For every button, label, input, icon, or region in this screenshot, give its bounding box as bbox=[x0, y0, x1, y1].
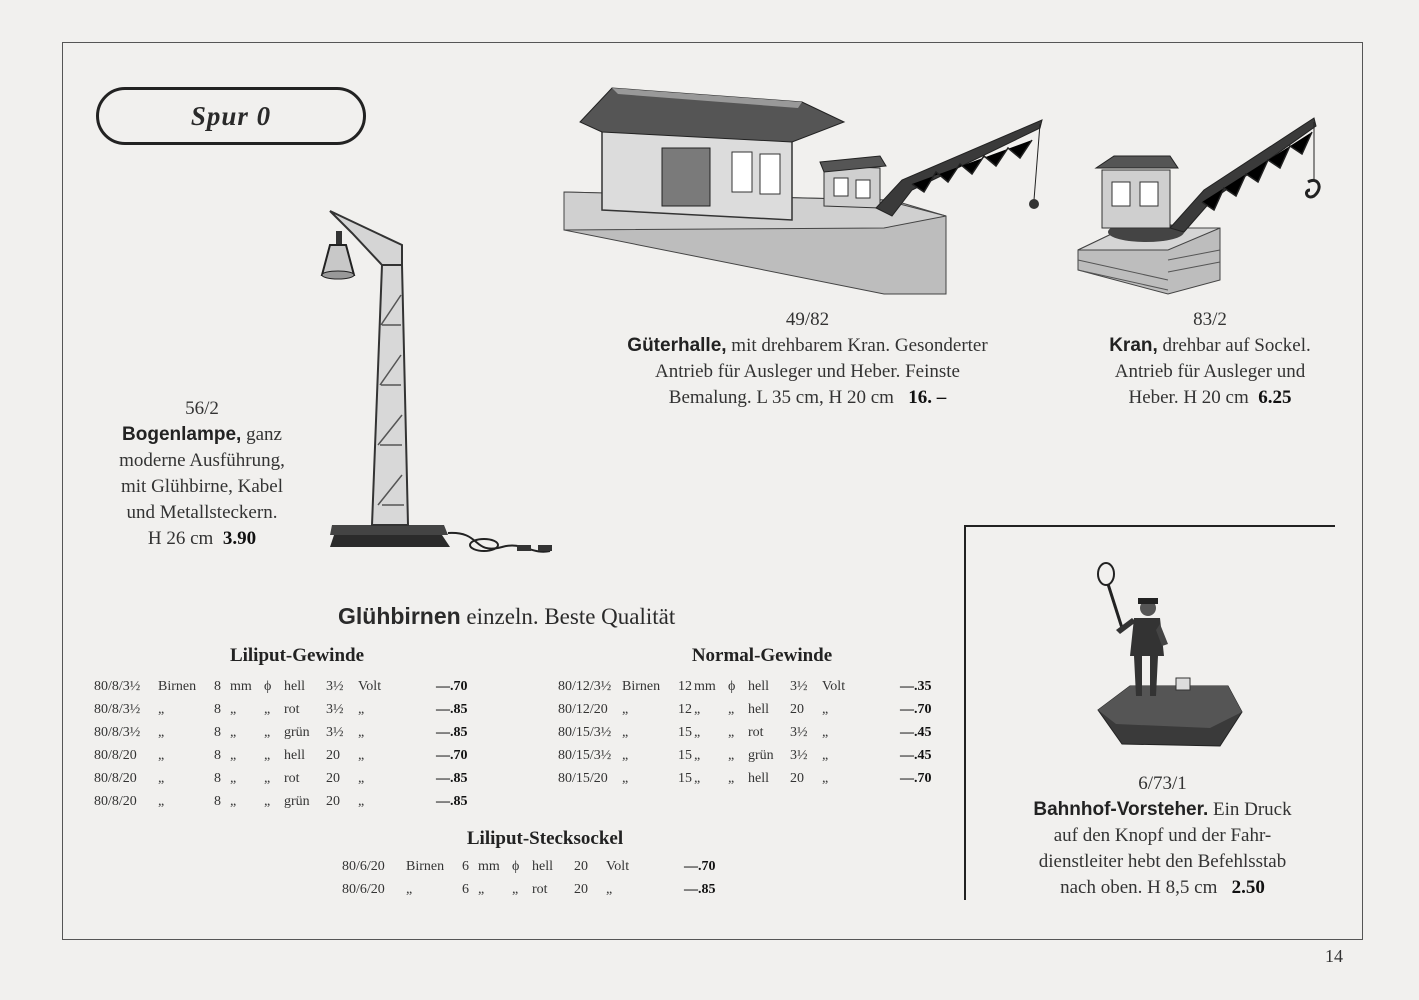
bulb-vunit: „ bbox=[358, 725, 365, 740]
bulb-vunit: „ bbox=[358, 794, 365, 809]
bulb-size: 12 bbox=[678, 702, 692, 717]
bulb-desc: Birnen bbox=[406, 859, 445, 874]
bulb-code: 80/8/20 bbox=[94, 794, 137, 809]
bulb-volt: 3½ bbox=[326, 725, 344, 740]
bulb-unit: „ bbox=[230, 702, 237, 717]
bulb-row bbox=[94, 748, 484, 771]
bulb-color: hell bbox=[284, 748, 305, 763]
bulb-color: hell bbox=[748, 702, 769, 717]
bulb-code: 80/8/3½ bbox=[94, 725, 141, 740]
bulb-volt: 3½ bbox=[790, 748, 808, 763]
bulb-row bbox=[94, 771, 484, 794]
bulb-sym: „ bbox=[264, 748, 271, 763]
bulb-desc: „ bbox=[158, 702, 165, 717]
bulb-price: —.85 bbox=[436, 771, 468, 786]
bulb-size: 8 bbox=[214, 702, 221, 717]
bulb-color: grün bbox=[748, 748, 774, 763]
bulb-volt: 3½ bbox=[790, 679, 808, 694]
bulb-sym: „ bbox=[264, 794, 271, 809]
bulb-vunit: „ bbox=[822, 748, 829, 763]
bulb-row bbox=[94, 679, 484, 702]
bulb-code: 80/15/3½ bbox=[558, 725, 612, 740]
bulb-color: rot bbox=[284, 771, 300, 786]
bulb-sym: ϕ bbox=[264, 679, 272, 694]
bulb-desc: „ bbox=[622, 702, 629, 717]
bulb-sym: „ bbox=[264, 725, 271, 740]
stecksockel-heading: Liliput-Stecksockel bbox=[466, 828, 624, 849]
bulb-sym: „ bbox=[728, 725, 735, 740]
bulb-sym: „ bbox=[512, 882, 519, 897]
bulb-desc: Birnen bbox=[158, 679, 197, 694]
bulb-sym: ϕ bbox=[728, 679, 736, 694]
bulb-size: 8 bbox=[214, 748, 221, 763]
bulb-color: hell bbox=[532, 859, 553, 874]
bulb-vunit: „ bbox=[358, 702, 365, 717]
bulb-volt: 20 bbox=[326, 794, 340, 809]
normal-table bbox=[558, 679, 948, 794]
bulb-unit: mm bbox=[478, 859, 500, 874]
bulbs-heading: Glühbirnen einzeln. Beste Qualität bbox=[338, 603, 676, 629]
bulb-row bbox=[558, 725, 948, 748]
bulb-code: 80/8/20 bbox=[94, 771, 137, 786]
bulb-unit: „ bbox=[694, 702, 701, 717]
gueterhalle-image bbox=[562, 80, 1052, 302]
bulb-row bbox=[558, 748, 948, 771]
bulb-size: 8 bbox=[214, 725, 221, 740]
bulb-code: 80/12/3½ bbox=[558, 679, 612, 694]
liliput-table bbox=[94, 679, 484, 817]
bulb-price: —.70 bbox=[436, 748, 468, 763]
bulb-color: rot bbox=[532, 882, 548, 897]
bulb-vunit: „ bbox=[358, 771, 365, 786]
bulb-volt: 20 bbox=[326, 748, 340, 763]
bulb-unit: „ bbox=[478, 882, 485, 897]
bulb-sym: „ bbox=[728, 748, 735, 763]
bulb-size: 6 bbox=[462, 859, 469, 874]
liliput-heading: Liliput-Gewinde bbox=[229, 645, 365, 666]
bulb-desc: „ bbox=[158, 725, 165, 740]
kran-caption: 83/2 Kran, drehbar auf Sockel. Antrieb für Ausleger und Heber. H 20 cm 6.25 bbox=[1109, 309, 1311, 408]
spur-label-badge: Spur 0 bbox=[96, 87, 366, 145]
bulb-price: —.85 bbox=[436, 725, 468, 740]
bulb-unit: „ bbox=[694, 725, 701, 740]
bulb-price: —.85 bbox=[436, 794, 468, 809]
page-number: 14 bbox=[1325, 946, 1343, 966]
bulb-desc: „ bbox=[622, 771, 629, 786]
bulb-volt: 20 bbox=[326, 771, 340, 786]
bulb-vunit: „ bbox=[822, 725, 829, 740]
bulb-row bbox=[558, 702, 948, 725]
bulb-price: —.70 bbox=[436, 679, 468, 694]
bulb-color: grün bbox=[284, 725, 310, 740]
bulb-color: hell bbox=[748, 679, 769, 694]
bulb-size: 15 bbox=[678, 748, 692, 763]
bogenlampe-image bbox=[312, 205, 562, 565]
bulb-price: —.35 bbox=[900, 679, 932, 694]
vorsteher-caption: 6/73/1 Bahnhof-Vorsteher. Ein Druck auf den Knopf und der Fahr- dienstleiter hebt den Befehlsstab nach oben. H 8,5 cm 2.50 bbox=[1033, 773, 1292, 898]
bulb-code: 80/6/20 bbox=[342, 859, 385, 874]
bulb-sym: ϕ bbox=[512, 859, 520, 874]
bulb-desc: „ bbox=[158, 748, 165, 763]
bulb-vunit: Volt bbox=[358, 679, 382, 694]
bulb-color: rot bbox=[284, 702, 300, 717]
bulb-volt: 20 bbox=[574, 882, 588, 897]
bulb-price: —.85 bbox=[436, 702, 468, 717]
bulb-unit: „ bbox=[694, 771, 701, 786]
bulb-code: 80/6/20 bbox=[342, 882, 385, 897]
bogenlampe-caption: 56/2 Bogenlampe, ganz moderne Ausführung, mit Glühbirne, Kabel und Metallsteckern. H 26 cm 3.90 bbox=[119, 398, 285, 549]
bulb-volt: 3½ bbox=[326, 679, 344, 694]
bulb-price: —.85 bbox=[684, 882, 716, 897]
bulb-price: —.45 bbox=[900, 748, 932, 763]
bulb-code: 80/15/20 bbox=[558, 771, 608, 786]
bulb-vunit: „ bbox=[822, 702, 829, 717]
bulb-row bbox=[342, 882, 716, 905]
bulb-vunit: Volt bbox=[822, 679, 846, 694]
bulb-volt: 20 bbox=[790, 702, 804, 717]
bulb-code: 80/8/3½ bbox=[94, 702, 141, 717]
bulb-volt: 3½ bbox=[790, 725, 808, 740]
stecksockel-table bbox=[342, 859, 716, 905]
bulb-row bbox=[558, 679, 948, 702]
bulb-vunit: „ bbox=[358, 748, 365, 763]
bulb-color: hell bbox=[748, 771, 769, 786]
bulb-desc: „ bbox=[622, 725, 629, 740]
bulb-size: 15 bbox=[678, 725, 692, 740]
bulb-vunit: „ bbox=[606, 882, 613, 897]
bulb-price: —.70 bbox=[900, 771, 932, 786]
bulb-size: 8 bbox=[214, 679, 221, 694]
bulb-unit: mm bbox=[230, 679, 252, 694]
bulb-volt: 3½ bbox=[326, 702, 344, 717]
bulb-row bbox=[94, 702, 484, 725]
bulb-sym: „ bbox=[728, 702, 735, 717]
bulb-vunit: „ bbox=[822, 771, 829, 786]
bulb-desc: „ bbox=[158, 771, 165, 786]
bulb-row bbox=[342, 859, 716, 882]
bulb-unit: mm bbox=[694, 679, 716, 694]
bulb-color: hell bbox=[284, 679, 305, 694]
bulb-volt: 20 bbox=[574, 859, 588, 874]
gueterhalle-caption: 49/82 Güterhalle, mit drehbarem Kran. Gesonderter Antrieb für Ausleger und Heber. Feinste Bemalung. L 35 cm, H 20 cm 16. – bbox=[627, 309, 988, 408]
bulb-unit: „ bbox=[694, 748, 701, 763]
bulb-vunit: Volt bbox=[606, 859, 630, 874]
bulb-desc: „ bbox=[406, 882, 413, 897]
bulb-desc: „ bbox=[158, 794, 165, 809]
bulb-size: 12 bbox=[678, 679, 692, 694]
bulb-unit: „ bbox=[230, 725, 237, 740]
bulb-code: 80/8/3½ bbox=[94, 679, 141, 694]
bulb-size: 8 bbox=[214, 771, 221, 786]
bulb-volt: 20 bbox=[790, 771, 804, 786]
bulb-code: 80/15/3½ bbox=[558, 748, 612, 763]
bulb-sym: „ bbox=[264, 771, 271, 786]
bulb-row bbox=[94, 794, 484, 817]
bulb-unit: „ bbox=[230, 771, 237, 786]
bulb-color: grün bbox=[284, 794, 310, 809]
bulb-code: 80/12/20 bbox=[558, 702, 608, 717]
bulb-price: —.70 bbox=[900, 702, 932, 717]
bulb-desc: „ bbox=[622, 748, 629, 763]
bulb-unit: „ bbox=[230, 748, 237, 763]
bulb-price: —.70 bbox=[684, 859, 716, 874]
kran-image bbox=[1074, 110, 1336, 296]
normal-heading: Normal-Gewinde bbox=[691, 645, 833, 666]
bulb-sym: „ bbox=[264, 702, 271, 717]
bulb-price: —.45 bbox=[900, 725, 932, 740]
bulb-color: rot bbox=[748, 725, 764, 740]
bulb-size: 15 bbox=[678, 771, 692, 786]
bulb-row bbox=[558, 771, 948, 794]
bulb-sym: „ bbox=[728, 771, 735, 786]
bulb-unit: „ bbox=[230, 794, 237, 809]
bulb-code: 80/8/20 bbox=[94, 748, 137, 763]
bulb-row bbox=[94, 725, 484, 748]
bulb-desc: Birnen bbox=[622, 679, 661, 694]
vorsteher-image bbox=[1090, 560, 1250, 750]
bulb-size: 8 bbox=[214, 794, 221, 809]
bulb-size: 6 bbox=[462, 882, 469, 897]
